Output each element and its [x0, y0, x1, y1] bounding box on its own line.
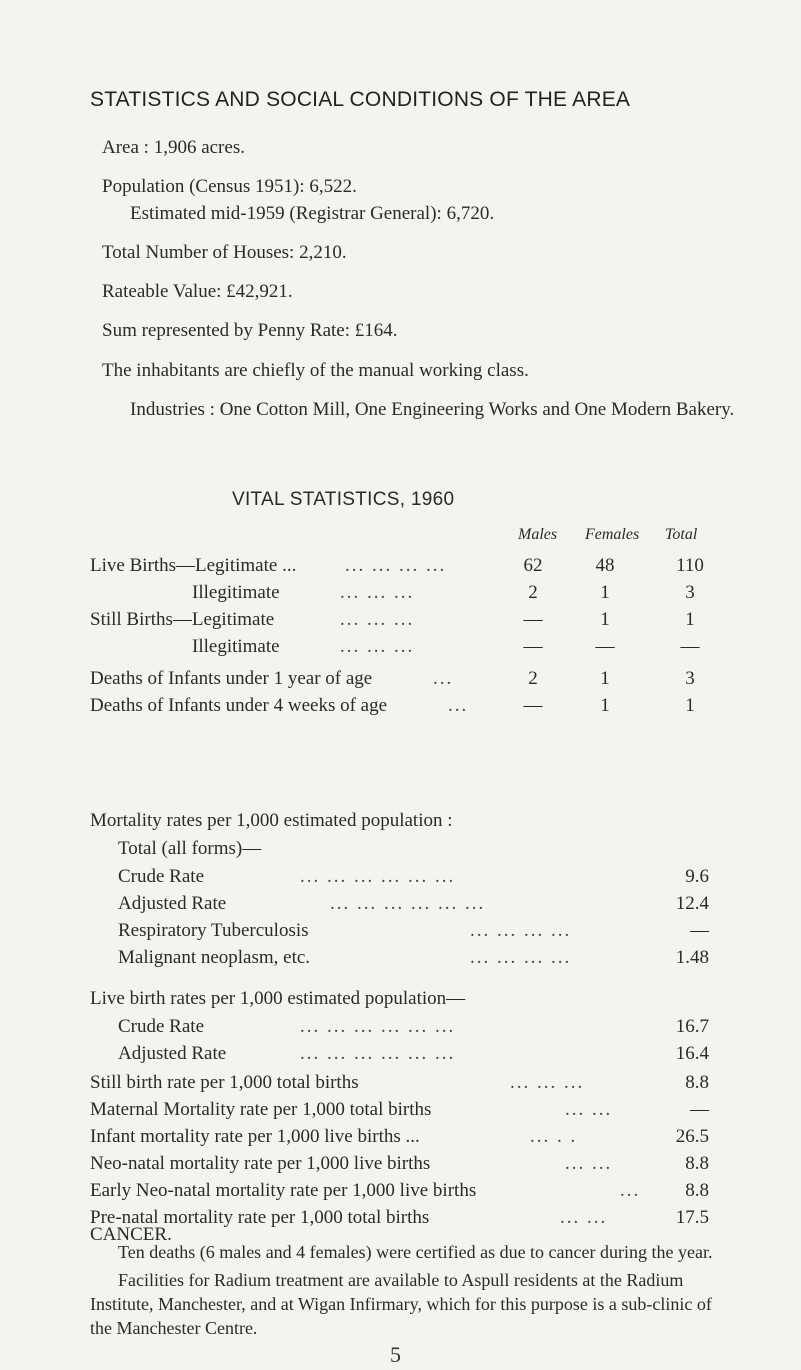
total-value: 1 — [685, 609, 695, 630]
page-number: 5 — [390, 1342, 401, 1367]
females-value: 1 — [600, 609, 610, 630]
inhabitants-line: The inhabitants are chiefly of the manual working class. — [102, 360, 529, 381]
row-label: Live Births—Legitimate ... — [90, 555, 297, 576]
rate-value: 8.8 — [685, 1153, 709, 1174]
area-line: Area : 1,906 acres. — [102, 137, 245, 158]
list-item — [0, 1072, 801, 1098]
row-label: Still Births—Legitimate — [90, 609, 275, 630]
page-title: STATISTICS AND SOCIAL CONDITIONS OF THE AREA — [90, 88, 631, 111]
row-label: Illegitimate — [192, 636, 280, 657]
column-header-females: Females — [585, 526, 640, 543]
leader-dots: ... ... ... ... ... ... — [330, 893, 486, 914]
females-value: 1 — [600, 668, 610, 689]
list-item — [0, 1099, 801, 1125]
list-item — [0, 1016, 801, 1042]
cancer-paragraph-2: Facilities for Radium treatment are available to Aspull residents at the Radium Institute, Manchester, and at Wigan Infirmary, which for this purpose is a sub-clinic of the Manchester Centre. — [90, 1270, 712, 1338]
houses-line: Total Number of Houses: 2,210. — [102, 242, 347, 263]
column-header-males: Males — [518, 526, 558, 543]
table-row — [0, 636, 801, 662]
table-row — [0, 609, 801, 635]
males-value: — — [523, 695, 543, 716]
table-row — [0, 555, 801, 581]
row-label: Malignant neoplasm, etc. — [118, 947, 311, 968]
females-value: — — [595, 636, 615, 657]
leader-dots: ... ... ... — [340, 582, 415, 603]
leader-dots: ... ... ... ... — [345, 555, 447, 576]
row-label: Pre-natal mortality rate per 1,000 total births — [90, 1207, 430, 1228]
penny-rate-line: Sum represented by Penny Rate: £164. — [102, 320, 398, 341]
total-value: — — [680, 636, 700, 657]
rate-value: 17.5 — [675, 1207, 709, 1228]
rateable-value-line: Rateable Value: £42,921. — [102, 281, 293, 302]
vital-statistics-title: VITAL STATISTICS, 1960 — [232, 489, 455, 510]
cancer-heading: CANCER. — [90, 1224, 172, 1245]
list-item — [0, 920, 801, 946]
rate-value: 1.48 — [675, 947, 709, 968]
list-item — [0, 1043, 801, 1069]
table-row — [0, 695, 801, 721]
estimated-population-line: Estimated mid-1959 (Registrar General): 6,720. — [130, 203, 495, 224]
rate-value: 26.5 — [675, 1126, 709, 1147]
leader-dots: ... ... ... — [340, 636, 415, 657]
list-item — [0, 1126, 801, 1152]
row-label: Infant mortality rate per 1,000 live births ... — [90, 1126, 420, 1147]
list-item — [0, 947, 801, 973]
total-value: 3 — [685, 582, 695, 603]
list-item — [0, 866, 801, 892]
males-value: 62 — [523, 555, 543, 576]
column-header-total: Total — [665, 526, 698, 543]
row-label: Early Neo-natal mortality rate per 1,000 live births — [90, 1180, 477, 1201]
row-label: Adjusted Rate — [118, 893, 227, 914]
row-label: Maternal Mortality rate per 1,000 total births — [90, 1099, 432, 1120]
rate-value: 16.4 — [675, 1043, 709, 1064]
row-label: Adjusted Rate — [118, 1043, 227, 1064]
leader-dots: ... — [448, 695, 469, 716]
males-value: 2 — [528, 582, 538, 603]
row-label: Respiratory Tuberculosis — [118, 920, 309, 941]
males-value: — — [523, 609, 543, 630]
leader-dots: ... — [620, 1180, 641, 1201]
rate-value: 8.8 — [685, 1072, 709, 1093]
industries-paragraph — [102, 396, 742, 423]
leader-dots: ... ... — [565, 1153, 613, 1174]
mortality-subheading: Total (all forms)— — [118, 838, 262, 859]
females-value: 1 — [600, 695, 610, 716]
row-label: Crude Rate — [118, 1016, 205, 1037]
leader-dots: ... — [433, 668, 454, 689]
cancer-paragraph-1: Ten deaths (6 males and 4 females) were certified as due to cancer during the year. — [118, 1242, 713, 1262]
leader-dots: ... ... ... — [510, 1072, 585, 1093]
rate-value: — — [690, 920, 709, 941]
population-line: Population (Census 1951): 6,522. — [102, 176, 357, 197]
leader-dots: ... ... ... ... ... ... — [300, 1043, 456, 1064]
total-value: 1 — [685, 695, 695, 716]
leader-dots: ... . . — [530, 1126, 578, 1147]
row-label: Deaths of Infants under 1 year of age — [90, 668, 373, 689]
table-row — [0, 582, 801, 608]
list-item — [0, 1180, 801, 1206]
list-item — [0, 1153, 801, 1179]
males-value: — — [523, 636, 543, 657]
row-label: Crude Rate — [118, 866, 205, 887]
rate-value: — — [690, 1099, 709, 1120]
males-value: 2 — [528, 668, 538, 689]
females-value: 48 — [595, 555, 615, 576]
total-value: 3 — [685, 668, 695, 689]
rate-value: 16.7 — [675, 1016, 709, 1037]
industries-text: Industries : One Cotton Mill, One Engineering Works and One Modern Bakery. — [130, 399, 735, 420]
row-label: Still birth rate per 1,000 total births — [90, 1072, 359, 1093]
rate-value: 9.6 — [685, 866, 709, 887]
birth-rates-heading: Live birth rates per 1,000 estimated population— — [90, 988, 466, 1009]
table-row — [0, 668, 801, 694]
leader-dots: ... ... — [565, 1099, 613, 1120]
leader-dots: ... ... ... ... ... ... — [300, 866, 456, 887]
total-value: 110 — [676, 555, 704, 576]
leader-dots: ... ... ... ... — [470, 947, 572, 968]
row-label: Neo-natal mortality rate per 1,000 live births — [90, 1153, 431, 1174]
leader-dots: ... ... ... ... — [470, 920, 572, 941]
females-value: 1 — [600, 582, 610, 603]
list-item — [0, 893, 801, 919]
row-label: Deaths of Infants under 4 weeks of age — [90, 695, 388, 716]
row-label: Illegitimate — [192, 582, 280, 603]
mortality-heading: Mortality rates per 1,000 estimated population : — [90, 810, 453, 831]
rate-value: 8.8 — [685, 1180, 709, 1201]
leader-dots: ... ... ... ... ... ... — [300, 1016, 456, 1037]
leader-dots: ... ... ... — [340, 609, 415, 630]
rate-value: 12.4 — [675, 893, 709, 914]
leader-dots: ... ... — [560, 1207, 608, 1228]
